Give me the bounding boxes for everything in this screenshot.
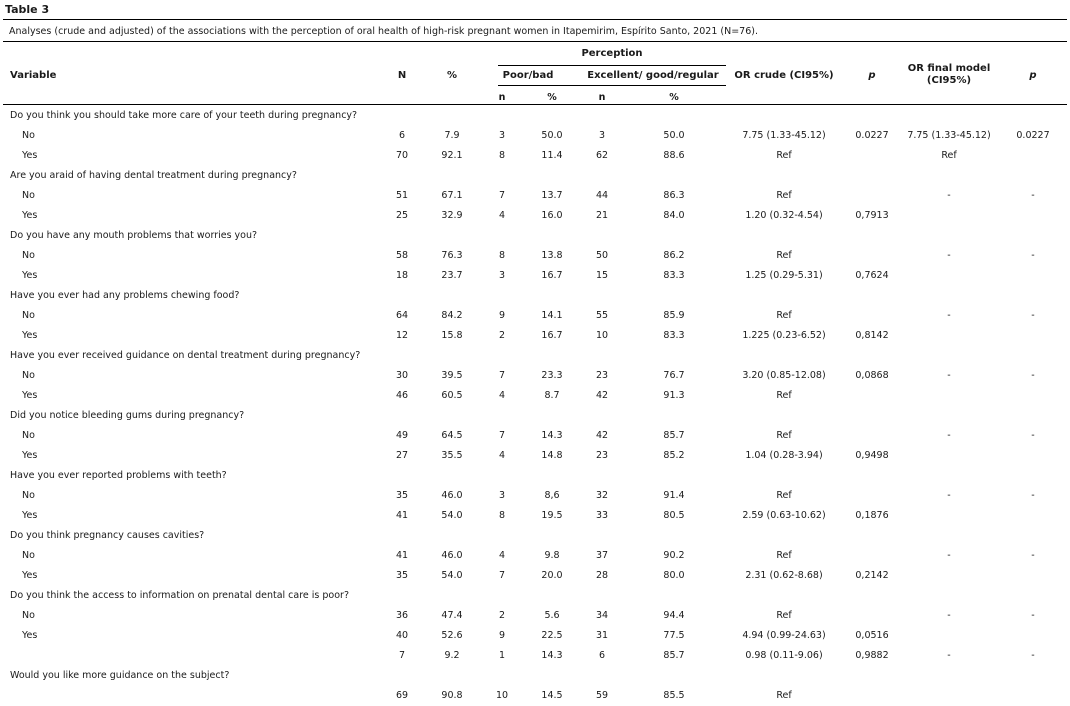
row-pct-poor: 11.4 — [541, 150, 563, 161]
row-p: 0.0227 — [855, 130, 889, 141]
row-n-excellent: 62 — [595, 150, 609, 161]
row-pct: 47.4 — [441, 610, 463, 621]
row-n: 46 — [395, 390, 409, 401]
question-row — [0, 586, 1070, 606]
perception-group-rule-right — [580, 65, 726, 66]
row-pct-poor: 16.0 — [541, 210, 563, 221]
row-pct: 54.0 — [441, 570, 463, 581]
row-n: 18 — [395, 270, 409, 281]
row-p: 0,2142 — [855, 570, 889, 581]
row-pct-excellent: 85.7 — [663, 650, 685, 661]
row-n-excellent: 21 — [595, 210, 609, 221]
row-p: 0,7913 — [855, 210, 889, 221]
header-bottom-rule — [3, 104, 1067, 105]
row-label: No — [22, 130, 35, 141]
row-or-crude: 2.31 (0.62-8.68) — [745, 570, 823, 581]
row-or-crude: 1.25 (0.29-5.31) — [745, 270, 823, 281]
row-p-final: - — [1031, 250, 1035, 261]
row-n-poor: 7 — [498, 430, 506, 441]
row-pct-poor: 50.0 — [541, 130, 563, 141]
row-or-final: - — [947, 650, 951, 661]
row-pct-excellent: 85.9 — [663, 310, 685, 321]
row-pct: 92.1 — [441, 150, 463, 161]
row-n-poor: 4 — [498, 210, 506, 221]
row-or-final: - — [947, 430, 951, 441]
row-n: 30 — [395, 370, 409, 381]
row-n: 35 — [395, 490, 409, 501]
question-row — [0, 286, 1070, 306]
row-n-excellent: 3 — [598, 130, 606, 141]
table-row — [0, 266, 1070, 286]
subheader-pct-excellent: % — [669, 92, 679, 103]
row-or-crude: Ref — [776, 610, 792, 621]
row-n: 12 — [395, 330, 409, 341]
row-n: 6 — [398, 130, 406, 141]
row-pct-poor: 16.7 — [541, 270, 563, 281]
row-label: No — [22, 250, 35, 261]
header-or-final: OR final model (CI95%) — [907, 63, 991, 86]
row-n-excellent: 59 — [595, 690, 609, 701]
header-excellent-good-regular: Excellent/ good/regular — [587, 70, 719, 81]
row-pct: 15.8 — [441, 330, 463, 341]
row-n-poor: 7 — [498, 370, 506, 381]
row-n: 51 — [395, 190, 409, 201]
row-p-final: - — [1031, 650, 1035, 661]
row-pct-poor: 23.3 — [541, 370, 563, 381]
row-pct-excellent: 86.3 — [663, 190, 685, 201]
row-n: 35 — [395, 570, 409, 581]
row-label: No — [22, 430, 35, 441]
row-pct-poor: 14.5 — [541, 690, 563, 701]
row-n-poor: 8 — [498, 250, 506, 261]
row-or-crude: 7.75 (1.33-45.12) — [742, 130, 826, 141]
question-row — [0, 346, 1070, 366]
row-or-crude: Ref — [776, 390, 792, 401]
row-pct-excellent: 76.7 — [663, 370, 685, 381]
row-n: 41 — [395, 550, 409, 561]
row-pct-poor: 13.8 — [541, 250, 563, 261]
row-p: 0,1876 — [855, 510, 889, 521]
header-n: N — [397, 70, 407, 81]
row-pct: 23.7 — [441, 270, 463, 281]
row-label: Yes — [22, 510, 38, 521]
row-pct: 32.9 — [441, 210, 463, 221]
top-rule — [3, 19, 1067, 20]
row-or-crude: 1.04 (0.28-3.94) — [745, 450, 823, 461]
row-p-final: - — [1031, 610, 1035, 621]
row-n: 58 — [395, 250, 409, 261]
row-or-final: - — [947, 190, 951, 201]
question-row — [0, 406, 1070, 426]
table-row — [0, 426, 1070, 446]
row-pct-poor: 14.1 — [541, 310, 563, 321]
question-text: Are you araid of having dental treatment during pregnancy? — [10, 170, 297, 181]
question-text: Do you think pregnancy causes cavities? — [10, 530, 205, 541]
row-pct: 35.5 — [441, 450, 463, 461]
row-pct-excellent: 91.4 — [663, 490, 685, 501]
header-perception: Perception — [581, 48, 643, 59]
header-variable: Variable — [10, 70, 57, 81]
row-n-excellent: 31 — [595, 630, 609, 641]
header-or-crude: OR crude (CI95%) — [734, 70, 834, 81]
table-label: Table 3 — [5, 3, 50, 16]
row-label: Yes — [22, 450, 38, 461]
subheader-n-poor: n — [498, 92, 506, 103]
row-n: 40 — [395, 630, 409, 641]
row-or-crude: 3.20 (0.85-12.08) — [742, 370, 826, 381]
row-pct-poor: 14.3 — [541, 430, 563, 441]
row-n: 70 — [395, 150, 409, 161]
row-n-poor: 4 — [498, 450, 506, 461]
question-text: Would you like more guidance on the subject? — [10, 670, 230, 681]
row-n-excellent: 32 — [595, 490, 609, 501]
row-label: No — [22, 190, 35, 201]
row-pct: 54.0 — [441, 510, 463, 521]
row-n-excellent: 44 — [595, 190, 609, 201]
row-pct-excellent: 90.2 — [663, 550, 685, 561]
row-n-poor: 8 — [498, 150, 506, 161]
row-n-poor: 9 — [498, 630, 506, 641]
table-row — [0, 566, 1070, 586]
row-label: No — [22, 490, 35, 501]
table-caption: Analyses (crude and adjusted) of the associations with the perception of oral health of high-risk pregnant women in Itapemirim, Espírito Santo, 2021 (N=76). — [9, 26, 758, 37]
row-or-crude: Ref — [776, 310, 792, 321]
row-pct: 7.9 — [444, 130, 460, 141]
row-pct-excellent: 80.5 — [663, 510, 685, 521]
row-n-excellent: 42 — [595, 430, 609, 441]
question-row — [0, 526, 1070, 546]
row-pct-poor: 16.7 — [541, 330, 563, 341]
row-label: Yes — [22, 270, 38, 281]
table-row — [0, 486, 1070, 506]
row-n-excellent: 28 — [595, 570, 609, 581]
question-row — [0, 466, 1070, 486]
table-row — [0, 646, 1070, 666]
table-row — [0, 626, 1070, 646]
row-n-excellent: 50 — [595, 250, 609, 261]
row-p: 0,0868 — [855, 370, 889, 381]
row-n-excellent: 55 — [595, 310, 609, 321]
row-or-crude: Ref — [776, 430, 792, 441]
row-pct-excellent: 85.7 — [663, 430, 685, 441]
row-or-crude: 4.94 (0.99-24.63) — [742, 630, 826, 641]
row-pct: 76.3 — [441, 250, 463, 261]
row-pct: 46.0 — [441, 490, 463, 501]
row-label: No — [22, 550, 35, 561]
row-pct-excellent: 84.0 — [663, 210, 685, 221]
table-row — [0, 506, 1070, 526]
row-n-poor: 3 — [498, 130, 506, 141]
row-p: 0,8142 — [855, 330, 889, 341]
row-n-excellent: 15 — [595, 270, 609, 281]
row-or-crude: 2.59 (0.63-10.62) — [742, 510, 826, 521]
row-pct: 67.1 — [441, 190, 463, 201]
row-n-excellent: 23 — [595, 450, 609, 461]
row-pct-poor: 20.0 — [541, 570, 563, 581]
table-row — [0, 206, 1070, 226]
table-row — [0, 306, 1070, 326]
row-pct-excellent: 85.5 — [663, 690, 685, 701]
row-pct: 46.0 — [441, 550, 463, 561]
row-n-excellent: 6 — [598, 650, 606, 661]
row-pct-poor: 14.8 — [541, 450, 563, 461]
question-text: Do you have any mouth problems that worries you? — [10, 230, 258, 241]
question-text: Do you think you should take more care of your teeth during pregnancy? — [10, 110, 358, 121]
question-row — [0, 166, 1070, 186]
row-pct-poor: 9.8 — [544, 550, 560, 561]
table-row — [0, 366, 1070, 386]
header-sub-rule — [498, 85, 726, 86]
row-or-final: - — [947, 490, 951, 501]
table-row — [0, 326, 1070, 346]
question-text: Do you think the access to information on prenatal dental care is poor? — [10, 590, 349, 601]
row-n-poor: 8 — [498, 510, 506, 521]
table-row — [0, 386, 1070, 406]
row-n-poor: 2 — [498, 610, 506, 621]
row-p-final: - — [1031, 490, 1035, 501]
table-row — [0, 186, 1070, 206]
row-pct-excellent: 80.0 — [663, 570, 685, 581]
row-pct-poor: 19.5 — [541, 510, 563, 521]
subheader-pct-poor: % — [547, 92, 557, 103]
row-n: 41 — [395, 510, 409, 521]
row-or-final: - — [947, 250, 951, 261]
row-n-excellent: 33 — [595, 510, 609, 521]
row-p: 0,9498 — [855, 450, 889, 461]
row-n: 25 — [395, 210, 409, 221]
row-pct: 64.5 — [441, 430, 463, 441]
question-row — [0, 226, 1070, 246]
row-or-crude: 0.98 (0.11-9.06) — [745, 650, 823, 661]
row-or-final: - — [947, 610, 951, 621]
row-label: Yes — [22, 330, 38, 341]
question-text: Did you notice bleeding gums during pregnancy? — [10, 410, 245, 421]
header-p-final: p — [1029, 70, 1037, 81]
row-or-final: 7.75 (1.33-45.12) — [907, 130, 991, 141]
row-or-final: Ref — [941, 150, 957, 161]
row-p-final: - — [1031, 190, 1035, 201]
header-poor-bad: Poor/bad — [502, 70, 554, 81]
row-n-poor: 7 — [498, 190, 506, 201]
row-p-final: - — [1031, 370, 1035, 381]
row-pct: 39.5 — [441, 370, 463, 381]
table-row — [0, 606, 1070, 626]
question-text: Have you ever had any problems chewing food? — [10, 290, 240, 301]
row-p: 0,0516 — [855, 630, 889, 641]
row-pct-excellent: 88.6 — [663, 150, 685, 161]
row-label: No — [22, 370, 35, 381]
row-n: 49 — [395, 430, 409, 441]
row-p-final: - — [1031, 310, 1035, 321]
row-n-excellent: 42 — [595, 390, 609, 401]
row-n: 69 — [395, 690, 409, 701]
row-label: Yes — [22, 390, 38, 401]
row-pct-poor: 8.7 — [544, 390, 560, 401]
table-row — [0, 246, 1070, 266]
row-n: 7 — [398, 650, 406, 661]
row-or-crude: 1.20 (0.32-4.54) — [745, 210, 823, 221]
row-n-excellent: 23 — [595, 370, 609, 381]
row-or-final: - — [947, 370, 951, 381]
question-row — [0, 666, 1070, 686]
row-n: 27 — [395, 450, 409, 461]
row-pct-excellent: 83.3 — [663, 270, 685, 281]
table-row — [0, 686, 1070, 706]
row-or-crude: Ref — [776, 190, 792, 201]
row-label: Yes — [22, 210, 38, 221]
row-pct-excellent: 50.0 — [663, 130, 685, 141]
subheader-n-excellent: n — [598, 92, 606, 103]
row-label: No — [22, 310, 35, 321]
row-p-final: - — [1031, 550, 1035, 561]
row-or-crude: Ref — [776, 550, 792, 561]
row-n: 36 — [395, 610, 409, 621]
row-pct-excellent: 94.4 — [663, 610, 685, 621]
row-pct-poor: 13.7 — [541, 190, 563, 201]
row-label: No — [22, 610, 35, 621]
row-or-crude: 1.225 (0.23-6.52) — [742, 330, 826, 341]
row-pct-excellent: 77.5 — [663, 630, 685, 641]
row-p-final: - — [1031, 430, 1035, 441]
row-or-crude: Ref — [776, 690, 792, 701]
row-n-poor: 2 — [498, 330, 506, 341]
row-pct: 60.5 — [441, 390, 463, 401]
question-row — [0, 106, 1070, 126]
row-p-final: 0.0227 — [1016, 130, 1050, 141]
row-label: Yes — [22, 150, 38, 161]
row-n-poor: 4 — [498, 550, 506, 561]
row-n-poor: 7 — [498, 570, 506, 581]
row-or-crude: Ref — [776, 150, 792, 161]
row-pct: 9.2 — [444, 650, 460, 661]
question-text: Have you ever received guidance on dental treatment during pregnancy? — [10, 350, 361, 361]
row-pct-excellent: 86.2 — [663, 250, 685, 261]
row-pct: 90.8 — [441, 690, 463, 701]
row-pct: 52.6 — [441, 630, 463, 641]
row-pct-poor: 14.3 — [541, 650, 563, 661]
row-n: 64 — [395, 310, 409, 321]
row-pct-poor: 8,6 — [544, 490, 560, 501]
row-label: Yes — [22, 570, 38, 581]
row-n-poor: 4 — [498, 390, 506, 401]
row-n-poor: 3 — [498, 270, 506, 281]
row-label: Yes — [22, 630, 38, 641]
row-p: 0,9882 — [855, 650, 889, 661]
row-pct-excellent: 83.3 — [663, 330, 685, 341]
table-row — [0, 446, 1070, 466]
row-n-poor: 10 — [495, 690, 509, 701]
header-p: p — [868, 70, 876, 81]
row-n-poor: 1 — [498, 650, 506, 661]
row-p: 0,7624 — [855, 270, 889, 281]
row-pct-poor: 22.5 — [541, 630, 563, 641]
table-row — [0, 546, 1070, 566]
row-n-excellent: 37 — [595, 550, 609, 561]
row-or-crude: Ref — [776, 490, 792, 501]
row-n-excellent: 10 — [595, 330, 609, 341]
row-n-poor: 3 — [498, 490, 506, 501]
row-pct-excellent: 91.3 — [663, 390, 685, 401]
row-pct-poor: 5.6 — [544, 610, 560, 621]
row-pct: 84.2 — [441, 310, 463, 321]
row-n-excellent: 34 — [595, 610, 609, 621]
row-pct-excellent: 85.2 — [663, 450, 685, 461]
header-pct: % — [446, 70, 458, 81]
caption-rule — [3, 41, 1067, 42]
row-or-final: - — [947, 310, 951, 321]
row-or-crude: Ref — [776, 250, 792, 261]
row-or-final: - — [947, 550, 951, 561]
table-row — [0, 146, 1070, 166]
question-text: Have you ever reported problems with teeth? — [10, 470, 227, 481]
table-row — [0, 126, 1070, 146]
row-n-poor: 9 — [498, 310, 506, 321]
